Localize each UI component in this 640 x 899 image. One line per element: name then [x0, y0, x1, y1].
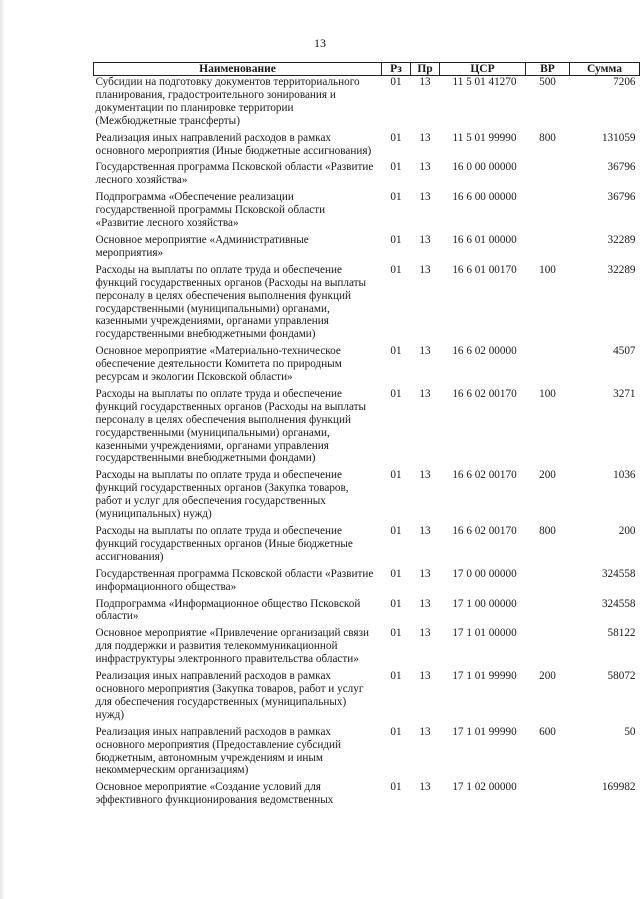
cell-pr: 13 [419, 725, 431, 738]
cell-vr [526, 627, 570, 670]
cell-rz: 01 [390, 233, 402, 246]
cell-pr: 13 [419, 233, 431, 246]
cell-name: Подпрограмма «Информационное общество Псковской области» [95, 597, 361, 623]
cell-rz: 01 [390, 469, 402, 482]
cell-csr: 11 5 01 99990 [452, 131, 517, 144]
cell-csr: 16 6 02 00000 [452, 345, 517, 358]
cell-name: Субсидии на подготовку документов территориального планирования, градостроительного зонирования и документации по планировке территории (Межбюджетные трансферты) [95, 76, 360, 127]
cell-rz: 01 [390, 725, 402, 738]
cell-csr: 16 6 02 00170 [452, 387, 517, 400]
cell-vr: 200 [539, 670, 556, 683]
cell-rz: 01 [390, 597, 402, 610]
cell-pr: 13 [419, 76, 431, 88]
scan-edge [0, 0, 5, 899]
cell-vr [526, 598, 570, 628]
cell-name: Расходы на выплаты по оплате труда и обеспечение функций государственных органов (Расходы на выплаты персоналу в целях обеспечения выполнения функций государственными (муниципальными) органами, казенными учреждениями, органами управления государственными внебюджетными фондами) [95, 387, 367, 465]
cell-pr: 13 [419, 781, 431, 794]
cell-sum: 1036 [613, 469, 636, 482]
table-row [94, 161, 640, 191]
cell-csr: 17 1 01 99990 [452, 725, 517, 738]
cell-pr: 13 [419, 567, 431, 580]
cell-vr [526, 234, 570, 264]
cell-sum: 169982 [601, 781, 636, 794]
page-number: 13 [314, 36, 326, 50]
cell-vr [526, 191, 570, 234]
cell-name: Расходы на выплаты по оплате труда и обеспечение функций государственных органов (Иные бюджетные ассигнования) [95, 525, 353, 563]
cell-vr [526, 568, 570, 598]
cell-pr: 13 [419, 469, 431, 482]
cell-sum: 36796 [607, 161, 636, 174]
cell-csr: 16 6 02 00170 [452, 469, 517, 482]
cell-rz: 01 [390, 263, 402, 276]
cell-sum: 324558 [601, 597, 636, 610]
cell-rz: 01 [390, 525, 402, 537]
cell-name: Государственная программа Псковской области «Развитие лесного хозяйства» [95, 161, 374, 187]
cell-csr: 16 6 00 00000 [452, 191, 517, 204]
header-rz: Рз [382, 63, 411, 76]
cell-pr: 13 [419, 131, 431, 144]
cell-sum: 324558 [601, 567, 636, 580]
cell-sum: 32289 [607, 233, 636, 246]
cell-pr: 13 [419, 525, 431, 537]
cell-vr [526, 345, 570, 388]
header-vr: ВР [526, 63, 570, 76]
table-row [94, 670, 640, 726]
cell-name: Расходы на выплаты по оплате труда и обеспечение функций государственных органов (Расходы на выплаты персоналу в целях обеспечения выполнения функций государственными (муниципальными) органами, казенными учреждениями, органами управления государственными внебюджетными фондами) [95, 263, 367, 341]
table-row [94, 469, 640, 525]
cell-csr: 17 1 02 00000 [452, 781, 517, 794]
cell-pr: 13 [419, 387, 431, 400]
cell-csr: 17 1 01 00000 [452, 627, 517, 640]
cell-rz: 01 [390, 781, 402, 794]
cell-sum: 200 [618, 525, 636, 537]
cell-pr: 13 [419, 345, 431, 358]
cell-pr: 13 [419, 627, 431, 640]
cell-name: Подпрограмма «Обеспечение реализации государственной программы Псковской области «Развитие лесного хозяйства» [95, 191, 326, 230]
table-body [94, 76, 640, 812]
cell-rz: 01 [390, 345, 402, 358]
cell-vr: 200 [539, 469, 556, 482]
cell-name: Расходы на выплаты по оплате труда и обеспечение функций государственных органов (Закупка товаров, работ и услуг для обеспечения государственных (муниципальных) нужд) [95, 469, 349, 521]
cell-rz: 01 [390, 670, 402, 683]
cell-rz: 01 [390, 191, 402, 204]
cell-vr: 600 [539, 725, 556, 738]
cell-pr: 13 [419, 263, 431, 276]
cell-vr: 100 [539, 263, 556, 276]
cell-csr: 17 1 01 99990 [452, 670, 517, 683]
header-name: Наименование [94, 63, 382, 76]
cell-csr: 16 6 01 00170 [452, 263, 517, 276]
cell-rz: 01 [390, 161, 402, 174]
cell-name: Основное мероприятие «Привлечение организаций связи для поддержки и развития телекоммуникационной инфраструктуры электронного правительства области» [95, 627, 369, 666]
cell-name: Основное мероприятие «Создание условий для эффективного функционирования ведомственных [95, 781, 334, 807]
cell-vr: 800 [539, 525, 556, 537]
cell-sum: 131059 [601, 131, 636, 144]
cell-name: Реализация иных направлений расходов в рамках основного мероприятия (Закупка товаров, работ и услуг для обеспечения государственных (муниципальных) нужд) [95, 670, 364, 721]
cell-vr: 100 [539, 387, 556, 400]
cell-rz: 01 [390, 76, 402, 88]
table-row [94, 234, 640, 264]
cell-vr [526, 781, 570, 811]
table-row [94, 264, 640, 345]
cell-vr: 800 [539, 131, 556, 144]
cell-sum: 3271 [613, 387, 636, 400]
cell-csr: 16 6 01 00000 [452, 233, 517, 246]
cell-sum: 58072 [607, 670, 636, 683]
cell-csr: 11 5 01 41270 [452, 76, 517, 88]
cell-sum: 4507 [613, 345, 636, 358]
cell-name: Реализация иных направлений расходов в рамках основного мероприятия (Предоставление субсидий бюджетным, автономным учреждениям и иным некоммерческим организациям) [95, 725, 341, 777]
cell-sum: 7206 [613, 76, 636, 88]
header-pr: Пр [411, 63, 440, 76]
cell-rz: 01 [390, 387, 402, 400]
table-row [94, 388, 640, 469]
cell-sum: 58122 [607, 627, 636, 640]
cell-name: Реализация иных направлений расходов в рамках основного мероприятия (Иные бюджетные ассигнования) [95, 131, 372, 157]
table-row [94, 76, 640, 132]
cell-vr [526, 161, 570, 191]
cell-csr: 16 6 02 00170 [452, 525, 517, 537]
table-row [94, 132, 640, 162]
header-csr: ЦСР [440, 63, 526, 76]
table-row [94, 726, 640, 782]
cell-name: Основное мероприятие «Материально-техническое обеспечение деятельности Комитета по природным ресурсам и экологии Псковской области» [95, 345, 342, 384]
cell-csr: 17 1 00 00000 [452, 597, 517, 610]
cell-name: Основное мероприятие «Административные мероприятия» [95, 233, 309, 259]
cell-pr: 13 [419, 191, 431, 204]
table-row [94, 525, 640, 568]
table-row [94, 598, 640, 628]
table-row [94, 191, 640, 234]
header-sum: Сумма [570, 63, 640, 76]
cell-csr: 16 0 00 00000 [452, 161, 517, 174]
table-row [94, 781, 640, 811]
cell-sum: 50 [624, 725, 636, 738]
table-row [94, 627, 640, 670]
cell-csr: 17 0 00 00000 [452, 567, 517, 580]
cell-pr: 13 [419, 670, 431, 683]
cell-sum: 32289 [607, 263, 636, 276]
budget-table [93, 62, 640, 811]
cell-pr: 13 [419, 161, 431, 174]
table-header-row [94, 63, 640, 76]
cell-sum: 36796 [607, 191, 636, 204]
table-row [94, 568, 640, 598]
cell-rz: 01 [390, 131, 402, 144]
cell-name: Государственная программа Псковской области «Развитие информационного общества» [95, 567, 374, 593]
cell-rz: 01 [390, 627, 402, 640]
cell-rz: 01 [390, 567, 402, 580]
table-row [94, 345, 640, 388]
cell-vr: 500 [539, 76, 556, 88]
cell-pr: 13 [419, 597, 431, 610]
